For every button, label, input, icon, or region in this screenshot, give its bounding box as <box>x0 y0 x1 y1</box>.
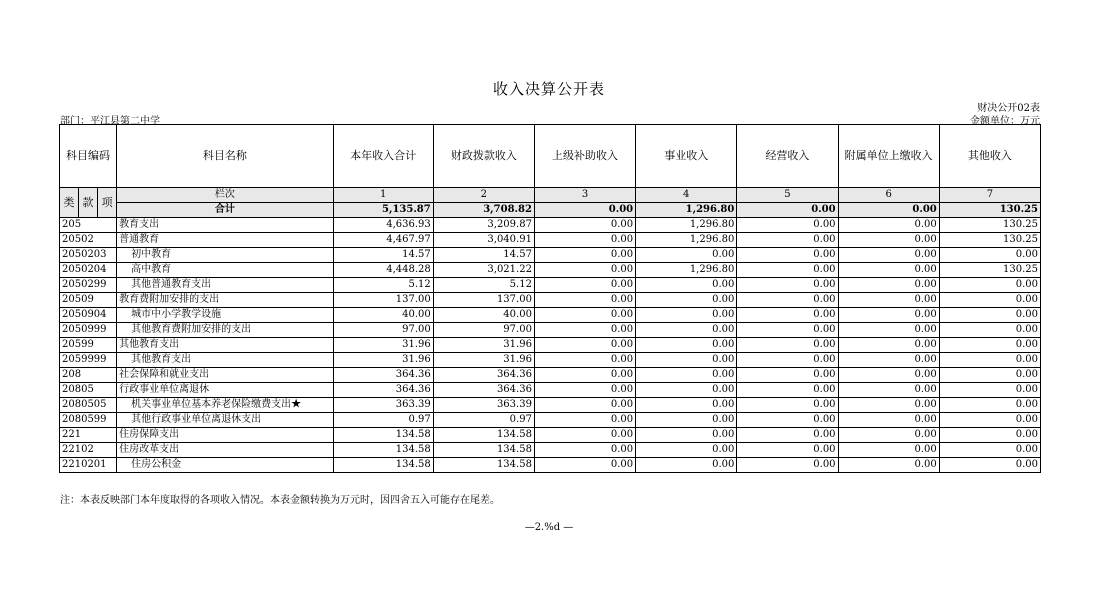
page-number: —2.%d — <box>524 522 574 533</box>
total-value: 3,708.82 <box>433 203 534 218</box>
row-value: 130.25 <box>939 218 1040 233</box>
row-value: 0.00 <box>838 308 939 323</box>
table-row <box>60 248 1041 263</box>
row-value: 1,296.80 <box>636 233 737 248</box>
table-row <box>60 263 1041 278</box>
row-value: 0.00 <box>939 323 1040 338</box>
total-row <box>60 203 1041 218</box>
col-num: 3 <box>534 188 635 203</box>
row-value: 0.00 <box>838 413 939 428</box>
row-value: 0.00 <box>534 338 635 353</box>
row-value: 0.00 <box>534 443 635 458</box>
row-value: 0.00 <box>534 323 635 338</box>
row-name: 普通教育 <box>117 233 333 248</box>
row-code: 20509 <box>60 293 117 308</box>
header-row <box>60 125 1041 188</box>
row-value: 3,040.91 <box>433 233 534 248</box>
col-header-superior: 上级补助收入 <box>534 125 635 188</box>
row-value: 0.00 <box>636 353 737 368</box>
row-value: 0.00 <box>636 293 737 308</box>
row-code: 2059999 <box>60 353 117 368</box>
row-name: 高中教育 <box>117 263 333 278</box>
row-value: 0.00 <box>737 443 838 458</box>
row-name: 住房保障支出 <box>117 428 333 443</box>
total-value: 0.00 <box>534 203 635 218</box>
row-value: 0.00 <box>939 458 1040 473</box>
row-value: 0.97 <box>333 413 433 428</box>
row-value: 0.00 <box>939 353 1040 368</box>
row-value: 0.00 <box>838 233 939 248</box>
row-value: 3,021.22 <box>433 263 534 278</box>
kind-kuan: 款 <box>79 188 98 218</box>
col-header-code: 科目编码 <box>60 125 117 188</box>
row-name: 教育费附加安排的支出 <box>117 293 333 308</box>
row-value: 137.00 <box>433 293 534 308</box>
row-name: 其他普通教育支出 <box>117 278 333 293</box>
table-row <box>60 368 1041 383</box>
row-value: 0.00 <box>534 413 635 428</box>
row-value: 0.00 <box>534 218 635 233</box>
row-value: 363.39 <box>333 398 433 413</box>
row-value: 0.00 <box>737 383 838 398</box>
row-value: 31.96 <box>433 353 534 368</box>
row-value: 0.00 <box>636 398 737 413</box>
row-name: 机关事业单位基本养老保险缴费支出★ <box>117 398 333 413</box>
row-value: 130.25 <box>939 263 1040 278</box>
table-row <box>60 458 1041 473</box>
row-code: 2080505 <box>60 398 117 413</box>
row-value: 0.00 <box>534 278 635 293</box>
row-value: 0.00 <box>636 428 737 443</box>
row-value: 0.00 <box>636 443 737 458</box>
row-value: 0.00 <box>737 413 838 428</box>
row-value: 364.36 <box>333 368 433 383</box>
col-header-other: 其他收入 <box>939 125 1040 188</box>
row-value: 97.00 <box>333 323 433 338</box>
table-row <box>60 308 1041 323</box>
row-value: 364.36 <box>433 368 534 383</box>
col-header-operating: 经营收入 <box>737 125 838 188</box>
table-row <box>60 353 1041 368</box>
col-header-fiscal: 财政拨款收入 <box>433 125 534 188</box>
total-value: 130.25 <box>939 203 1040 218</box>
table-row <box>60 218 1041 233</box>
total-value: 0.00 <box>737 203 838 218</box>
total-value: 1,296.80 <box>636 203 737 218</box>
col-num: 6 <box>838 188 939 203</box>
row-value: 137.00 <box>333 293 433 308</box>
row-value: 0.00 <box>939 368 1040 383</box>
row-code: 2080599 <box>60 413 117 428</box>
row-name: 其他教育支出 <box>117 353 333 368</box>
col-num: 2 <box>433 188 534 203</box>
row-value: 0.00 <box>737 458 838 473</box>
row-value: 0.00 <box>636 308 737 323</box>
total-value: 5,135.87 <box>333 203 433 218</box>
row-value: 0.00 <box>636 458 737 473</box>
row-value: 0.00 <box>534 368 635 383</box>
row-value: 31.96 <box>333 353 433 368</box>
row-value: 31.96 <box>433 338 534 353</box>
row-value: 363.39 <box>433 398 534 413</box>
row-value: 0.00 <box>838 248 939 263</box>
row-value: 0.00 <box>737 278 838 293</box>
kind-lei: 类 <box>60 188 79 218</box>
total-value: 0.00 <box>838 203 939 218</box>
col-num: 4 <box>636 188 737 203</box>
row-value: 0.00 <box>838 398 939 413</box>
row-value: 364.36 <box>433 383 534 398</box>
amount-unit: 金额单位：万元 <box>970 116 1040 127</box>
row-value: 0.00 <box>737 353 838 368</box>
row-value: 0.00 <box>838 443 939 458</box>
row-code: 2050999 <box>60 323 117 338</box>
row-value: 0.00 <box>939 293 1040 308</box>
row-value: 0.00 <box>534 353 635 368</box>
row-value: 0.00 <box>534 383 635 398</box>
row-code: 20502 <box>60 233 117 248</box>
col-num: 1 <box>333 188 433 203</box>
row-value: 130.25 <box>939 233 1040 248</box>
kind-xiang: 项 <box>98 188 117 218</box>
row-code: 2050904 <box>60 308 117 323</box>
row-value: 0.00 <box>636 248 737 263</box>
row-code: 20805 <box>60 383 117 398</box>
row-value: 4,467.97 <box>333 233 433 248</box>
row-value: 134.58 <box>333 458 433 473</box>
row-value: 0.00 <box>939 338 1040 353</box>
row-value: 0.00 <box>534 263 635 278</box>
row-value: 0.00 <box>939 413 1040 428</box>
row-value: 0.00 <box>838 218 939 233</box>
department-label: 部门：平江县第二中学 <box>60 116 160 127</box>
row-value: 0.00 <box>838 458 939 473</box>
row-value: 1,296.80 <box>636 218 737 233</box>
row-value: 134.58 <box>333 428 433 443</box>
row-value: 0.00 <box>737 338 838 353</box>
lanci-label: 栏次 <box>117 188 333 203</box>
row-value: 0.00 <box>737 218 838 233</box>
lanci-row <box>60 188 1041 203</box>
row-value: 4,448.28 <box>333 263 433 278</box>
row-value: 0.00 <box>939 443 1040 458</box>
row-value: 0.00 <box>737 368 838 383</box>
table-row <box>60 383 1041 398</box>
footnote: 注：本表反映部门本年度取得的各项收入情况。本表金额转换为万元时，因四舍五入可能存在尾差。 <box>60 495 500 506</box>
row-code: 2210201 <box>60 458 117 473</box>
row-value: 0.00 <box>534 428 635 443</box>
row-value: 0.00 <box>534 233 635 248</box>
row-value: 0.00 <box>838 428 939 443</box>
row-value: 0.00 <box>636 413 737 428</box>
row-value: 97.00 <box>433 323 534 338</box>
row-value: 5.12 <box>433 278 534 293</box>
row-value: 0.00 <box>636 383 737 398</box>
row-value: 0.00 <box>737 233 838 248</box>
row-value: 0.00 <box>737 323 838 338</box>
form-code: 财决公开02表 <box>977 103 1040 114</box>
table-row <box>60 278 1041 293</box>
col-header-business: 事业收入 <box>636 125 737 188</box>
col-header-name: 科目名称 <box>117 125 333 188</box>
row-name: 住房改革支出 <box>117 443 333 458</box>
row-name: 住房公积金 <box>117 458 333 473</box>
row-code: 208 <box>60 368 117 383</box>
row-value: 0.00 <box>737 428 838 443</box>
row-value: 0.00 <box>534 293 635 308</box>
row-code: 221 <box>60 428 117 443</box>
table-row <box>60 443 1041 458</box>
row-name: 行政事业单位离退休 <box>117 383 333 398</box>
row-name: 社会保障和就业支出 <box>117 368 333 383</box>
row-value: 0.00 <box>737 308 838 323</box>
income-table <box>59 124 1041 473</box>
table-row <box>60 293 1041 308</box>
col-header-affiliated: 附属单位上缴收入 <box>838 125 939 188</box>
row-name: 其他行政事业单位离退休支出 <box>117 413 333 428</box>
row-value: 0.00 <box>838 278 939 293</box>
row-value: 0.00 <box>939 248 1040 263</box>
row-name: 教育支出 <box>117 218 333 233</box>
row-value: 0.00 <box>737 248 838 263</box>
row-value: 134.58 <box>433 428 534 443</box>
row-name: 其他教育费附加安排的支出 <box>117 323 333 338</box>
row-code: 2050299 <box>60 278 117 293</box>
table-row <box>60 413 1041 428</box>
row-code: 205 <box>60 218 117 233</box>
row-value: 0.00 <box>939 398 1040 413</box>
row-code: 20599 <box>60 338 117 353</box>
row-value: 0.00 <box>534 458 635 473</box>
row-value: 0.00 <box>534 248 635 263</box>
row-value: 0.97 <box>433 413 534 428</box>
row-code: 2050204 <box>60 263 117 278</box>
row-value: 5.12 <box>333 278 433 293</box>
row-code: 22102 <box>60 443 117 458</box>
row-value: 40.00 <box>333 308 433 323</box>
row-value: 0.00 <box>838 323 939 338</box>
row-value: 0.00 <box>737 293 838 308</box>
row-value: 134.58 <box>433 443 534 458</box>
row-value: 40.00 <box>433 308 534 323</box>
table-row <box>60 428 1041 443</box>
row-value: 0.00 <box>939 428 1040 443</box>
row-value: 0.00 <box>636 338 737 353</box>
row-name: 其他教育支出 <box>117 338 333 353</box>
row-value: 0.00 <box>939 278 1040 293</box>
table-row <box>60 338 1041 353</box>
col-num: 5 <box>737 188 838 203</box>
row-value: 0.00 <box>838 263 939 278</box>
row-value: 0.00 <box>838 368 939 383</box>
row-name: 初中教育 <box>117 248 333 263</box>
row-value: 0.00 <box>636 323 737 338</box>
total-label: 合计 <box>117 203 333 218</box>
row-value: 3,209.87 <box>433 218 534 233</box>
row-value: 0.00 <box>939 308 1040 323</box>
row-value: 0.00 <box>838 353 939 368</box>
row-value: 0.00 <box>838 338 939 353</box>
table-row <box>60 398 1041 413</box>
row-value: 134.58 <box>333 443 433 458</box>
col-num: 7 <box>939 188 1040 203</box>
row-value: 0.00 <box>838 383 939 398</box>
row-value: 0.00 <box>838 293 939 308</box>
row-value: 0.00 <box>534 308 635 323</box>
row-value: 1,296.80 <box>636 263 737 278</box>
row-value: 4,636.93 <box>333 218 433 233</box>
row-code: 2050203 <box>60 248 117 263</box>
page-title: 收入决算公开表 <box>492 80 605 98</box>
row-value: 0.00 <box>737 263 838 278</box>
row-value: 0.00 <box>534 398 635 413</box>
row-value: 0.00 <box>636 278 737 293</box>
col-header-total: 本年收入合计 <box>333 125 433 188</box>
row-value: 14.57 <box>333 248 433 263</box>
row-name: 城市中小学教学设施 <box>117 308 333 323</box>
row-value: 31.96 <box>333 338 433 353</box>
row-value: 364.36 <box>333 383 433 398</box>
row-value: 14.57 <box>433 248 534 263</box>
row-value: 0.00 <box>939 383 1040 398</box>
row-value: 134.58 <box>433 458 534 473</box>
row-value: 0.00 <box>636 368 737 383</box>
table-row <box>60 323 1041 338</box>
row-value: 0.00 <box>737 398 838 413</box>
table-row <box>60 233 1041 248</box>
